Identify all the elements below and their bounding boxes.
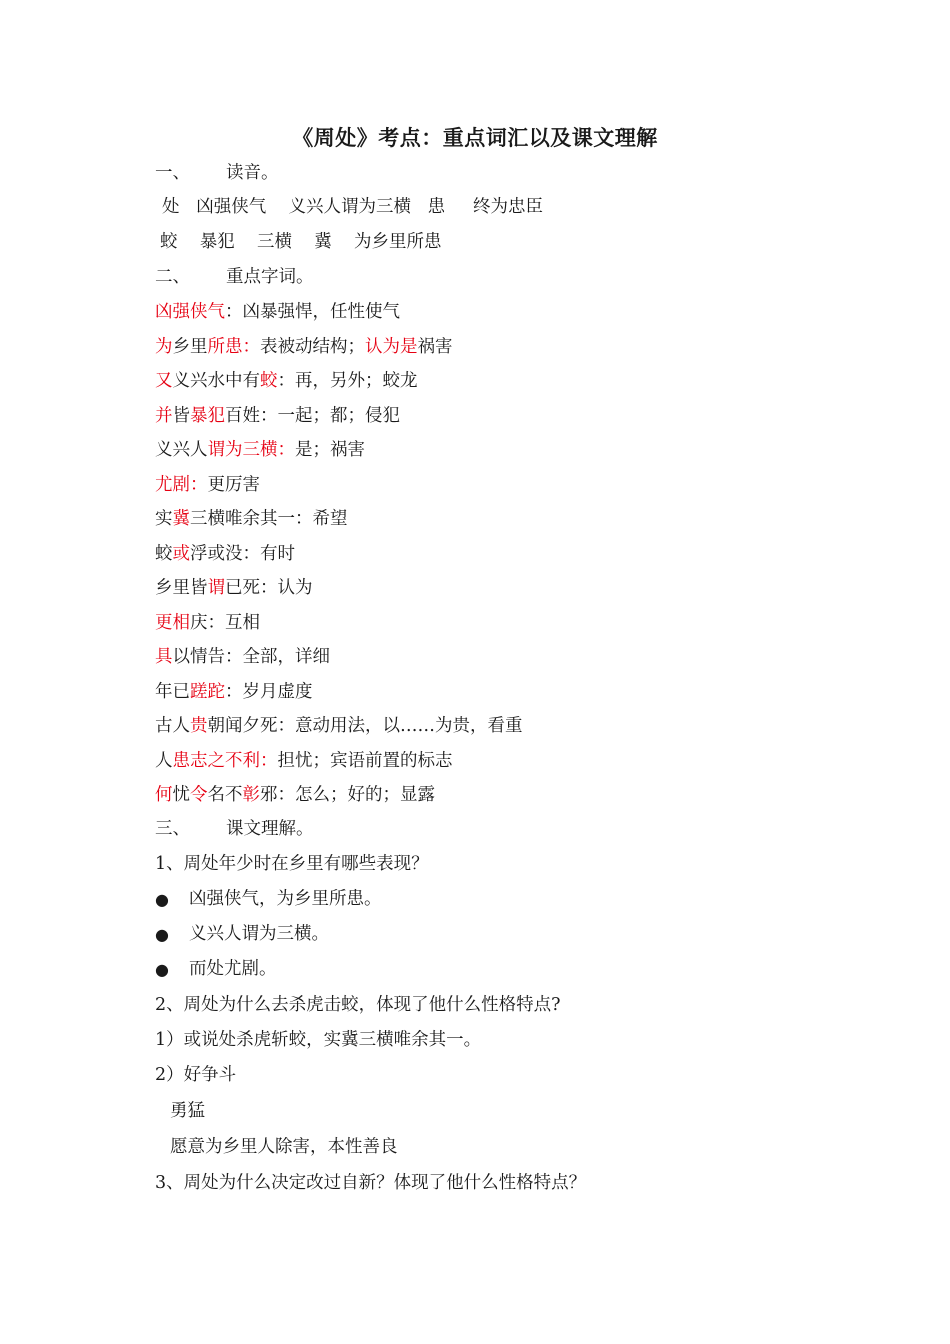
section1-heading-text: 读音。 (226, 163, 279, 183)
vocab-entry (155, 577, 313, 599)
q2-answer-1: 1）或说处杀虎斩蛟，实冀三横唯余其一。 (155, 1030, 482, 1050)
question-1: 1、周处年少时在乡里有哪些表现？ (155, 854, 429, 874)
bullet-marker: ● (155, 960, 169, 979)
vocab-text: 名不 (207, 785, 243, 805)
vocab-keyword: 谓为三横： (207, 440, 295, 460)
vocab-text: ：岁月虚度 (225, 681, 313, 702)
vocab-keyword: 又 (155, 371, 173, 391)
section2-heading (155, 266, 314, 288)
vocab-entry (155, 439, 365, 461)
vocab-entry (155, 474, 260, 496)
vocab-entry (155, 715, 523, 737)
vocab-text: 乡里 (172, 336, 208, 357)
vocab-keyword: 贵 (190, 716, 208, 736)
vocab-text: ：凶暴强悍，任性使气 (225, 302, 400, 322)
vocab-text: 皆 (172, 405, 190, 426)
q2-answer-3: 勇猛 (170, 1101, 205, 1121)
vocab-keyword: 彰 (242, 785, 260, 805)
page-title: 《周处》考点：重点词汇以及课文理解 (292, 125, 658, 150)
vocab-text: 朝闻夕死：意动用法，以……为贵，看重 (207, 716, 523, 736)
pronunciation-row-1: 处 凶强侠气 义兴人谓为三横 患 终为忠臣 (162, 197, 543, 217)
vocab-keyword: 更相 (155, 612, 190, 633)
vocab-text: 祸害 (417, 336, 453, 357)
vocab-text: 百姓：一起；都；侵犯 (225, 405, 400, 426)
vocab-entry (155, 508, 348, 530)
vocab-keyword: 为 (155, 336, 173, 357)
vocab-entry (155, 750, 453, 772)
vocab-entry (155, 681, 313, 703)
q1-bullet-2: 义兴人谓为三横。 (189, 924, 329, 944)
vocab-text: 乡里皆 (155, 578, 208, 598)
vocab-text: 以情告：全部，详细 (172, 647, 330, 667)
vocab-entry (155, 612, 260, 634)
vocab-text: 邪：怎么；好的；显露 (260, 785, 435, 805)
section2-heading-text: 重点字词。 (226, 267, 314, 287)
vocab-keyword: 并 (155, 405, 173, 426)
vocab-text: 表被动结构； (260, 336, 365, 357)
vocab-text: ：再，另外；蛟龙 (277, 371, 418, 391)
vocab-text: 忧 (172, 785, 190, 805)
vocab-keyword: 何 (155, 785, 173, 805)
vocab-keyword: 令 (190, 785, 208, 805)
section2-heading-num: 二、 (155, 267, 190, 287)
vocab-text: 浮或没：有时 (190, 543, 295, 564)
q1-bullet-3: 而处尤剧。 (189, 959, 277, 979)
vocab-keyword: 或 (172, 543, 190, 564)
question-3: 3、周处为什么决定改过自新？体现了他什么性格特点？ (155, 1173, 587, 1193)
vocab-text: 担忧；宾语前置的标志 (277, 750, 453, 771)
vocab-entry (155, 336, 453, 358)
q2-answer-2: 2）好争斗 (155, 1065, 237, 1085)
q2-answer-4: 愿意为乡里人除害，本性善良 (170, 1137, 398, 1157)
bullet-marker: ● (155, 925, 169, 944)
pronunciation-row-2: 蛟 暴犯 三横 冀 为乡里所患 (160, 232, 442, 252)
vocab-text: 更厉害 (207, 474, 260, 495)
vocab-keyword: 蹉跎 (190, 681, 225, 702)
vocab-entry (155, 405, 400, 427)
vocab-keyword: 蛟 (260, 371, 278, 391)
vocab-keyword: 凶强侠气 (155, 302, 225, 322)
section1-heading-num: 一、 (155, 163, 190, 183)
vocab-text: 已死：认为 (225, 578, 313, 598)
vocab-text: 实 (155, 509, 173, 529)
section3-heading-text: 课文理解。 (226, 819, 314, 839)
vocab-keyword: 具 (155, 647, 173, 667)
vocab-text: 人 (155, 750, 173, 771)
vocab-text: 庆：互相 (190, 612, 260, 633)
section3-heading-num: 三、 (155, 819, 190, 839)
vocab-keyword: 认为是 (365, 336, 418, 357)
vocab-entry (155, 543, 295, 565)
vocab-text: 是；祸害 (295, 440, 365, 460)
vocab-text: 义兴水中有 (172, 371, 260, 391)
question-2: 2、周处为什么去杀虎击蛟，体现了他什么性格特点? (155, 995, 561, 1015)
q1-bullet-1: 凶强侠气，为乡里所患。 (189, 889, 382, 909)
vocab-keyword: 冀 (172, 509, 190, 529)
vocab-entry (155, 784, 435, 806)
vocab-entry (155, 646, 330, 668)
vocab-entry (155, 301, 400, 323)
section1-heading (155, 162, 279, 184)
vocab-text: 年已 (155, 681, 190, 702)
vocab-keyword: 谓 (207, 578, 225, 598)
vocab-text: 古人 (155, 716, 190, 736)
vocab-keyword: 所患： (207, 336, 260, 357)
vocab-text: 义兴人 (155, 440, 208, 460)
vocab-entry (155, 370, 418, 392)
vocab-keyword: 暴犯 (190, 405, 225, 426)
vocab-keyword: 患志之不利： (172, 750, 278, 771)
vocab-keyword: 尤剧： (155, 474, 208, 495)
bullet-marker: ● (155, 890, 169, 909)
section3-heading (155, 818, 314, 840)
vocab-text: 蛟 (155, 543, 173, 564)
vocab-text: 三横唯余其一：希望 (190, 509, 348, 529)
